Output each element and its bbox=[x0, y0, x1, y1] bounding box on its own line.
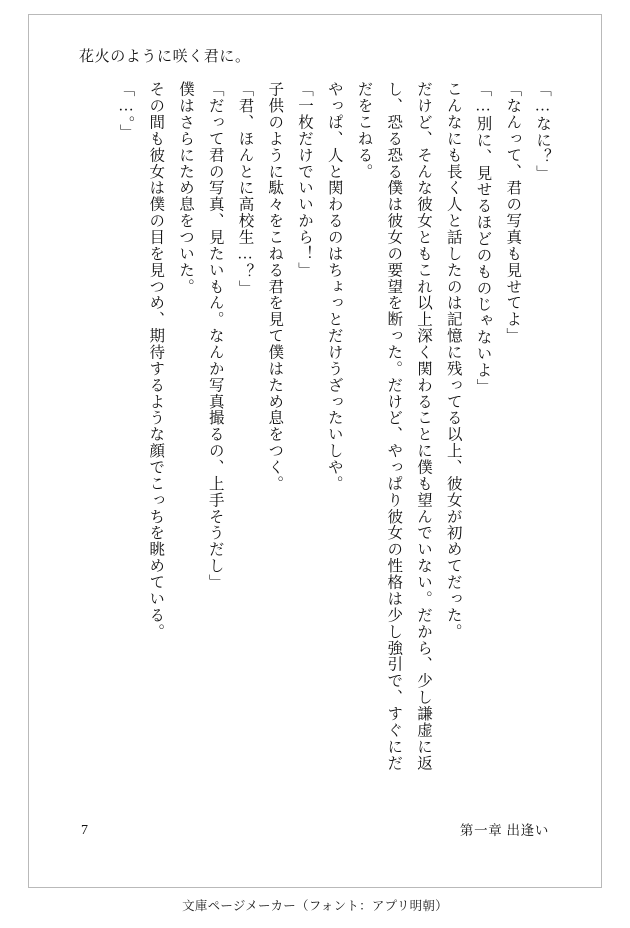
book-page bbox=[28, 14, 602, 888]
body-paragraph: 僕はさらにため息をついた。 bbox=[177, 81, 194, 295]
body-paragraph: やっぱ、人と関わるのはちょっとだけうざったいしや。 bbox=[325, 81, 343, 492]
body-paragraph: 「…。」 bbox=[117, 81, 135, 141]
body-paragraph: 「一枚だけでいいから！」 bbox=[296, 81, 313, 279]
body-paragraph: こんなにも長く人と話したのは記憶に残ってる以上、彼女が初めてだった。 bbox=[444, 81, 462, 640]
body-paragraph: 「…なに？」 bbox=[534, 81, 551, 182]
chapter-label: 第一章 出逢い bbox=[459, 823, 549, 838]
body-paragraph: 「だって君の写真、見たいもん。なんか写真撮るの、上手そうだし」 bbox=[206, 81, 224, 591]
page-title: 花火のように咲く君に。 bbox=[79, 49, 251, 65]
footer-credit: 文庫ページメーカー（フォント：アプリ明朝） bbox=[182, 899, 448, 913]
body-paragraph: その間も彼女は僕の目を見つめ、期待するような顔でこっちを眺めている。 bbox=[147, 81, 165, 640]
body-paragraph: だけど、そんな彼女ともこれ以上深く関わることに僕も望んでいない。だから、少し謙虚に返し、恐る恐る僕は彼女の要望を断った。だけど、やっぱり彼女の性格は少し強引で、すぐにだだをこねる。 bbox=[355, 81, 432, 772]
page-number: 7 bbox=[81, 823, 88, 838]
page-content bbox=[29, 15, 601, 887]
body-paragraph: 「なんって、君の写真も見せてよ」 bbox=[504, 81, 522, 344]
body-paragraph: 「…別に、見せるほどのものじゃないよ」 bbox=[474, 81, 492, 395]
body-paragraph: 「君、ほんとに高校生…？」 bbox=[236, 81, 254, 297]
body-text bbox=[77, 81, 557, 781]
body-paragraph: 子供のように駄々をこねる君を見て僕はため息をつく。 bbox=[266, 81, 284, 492]
